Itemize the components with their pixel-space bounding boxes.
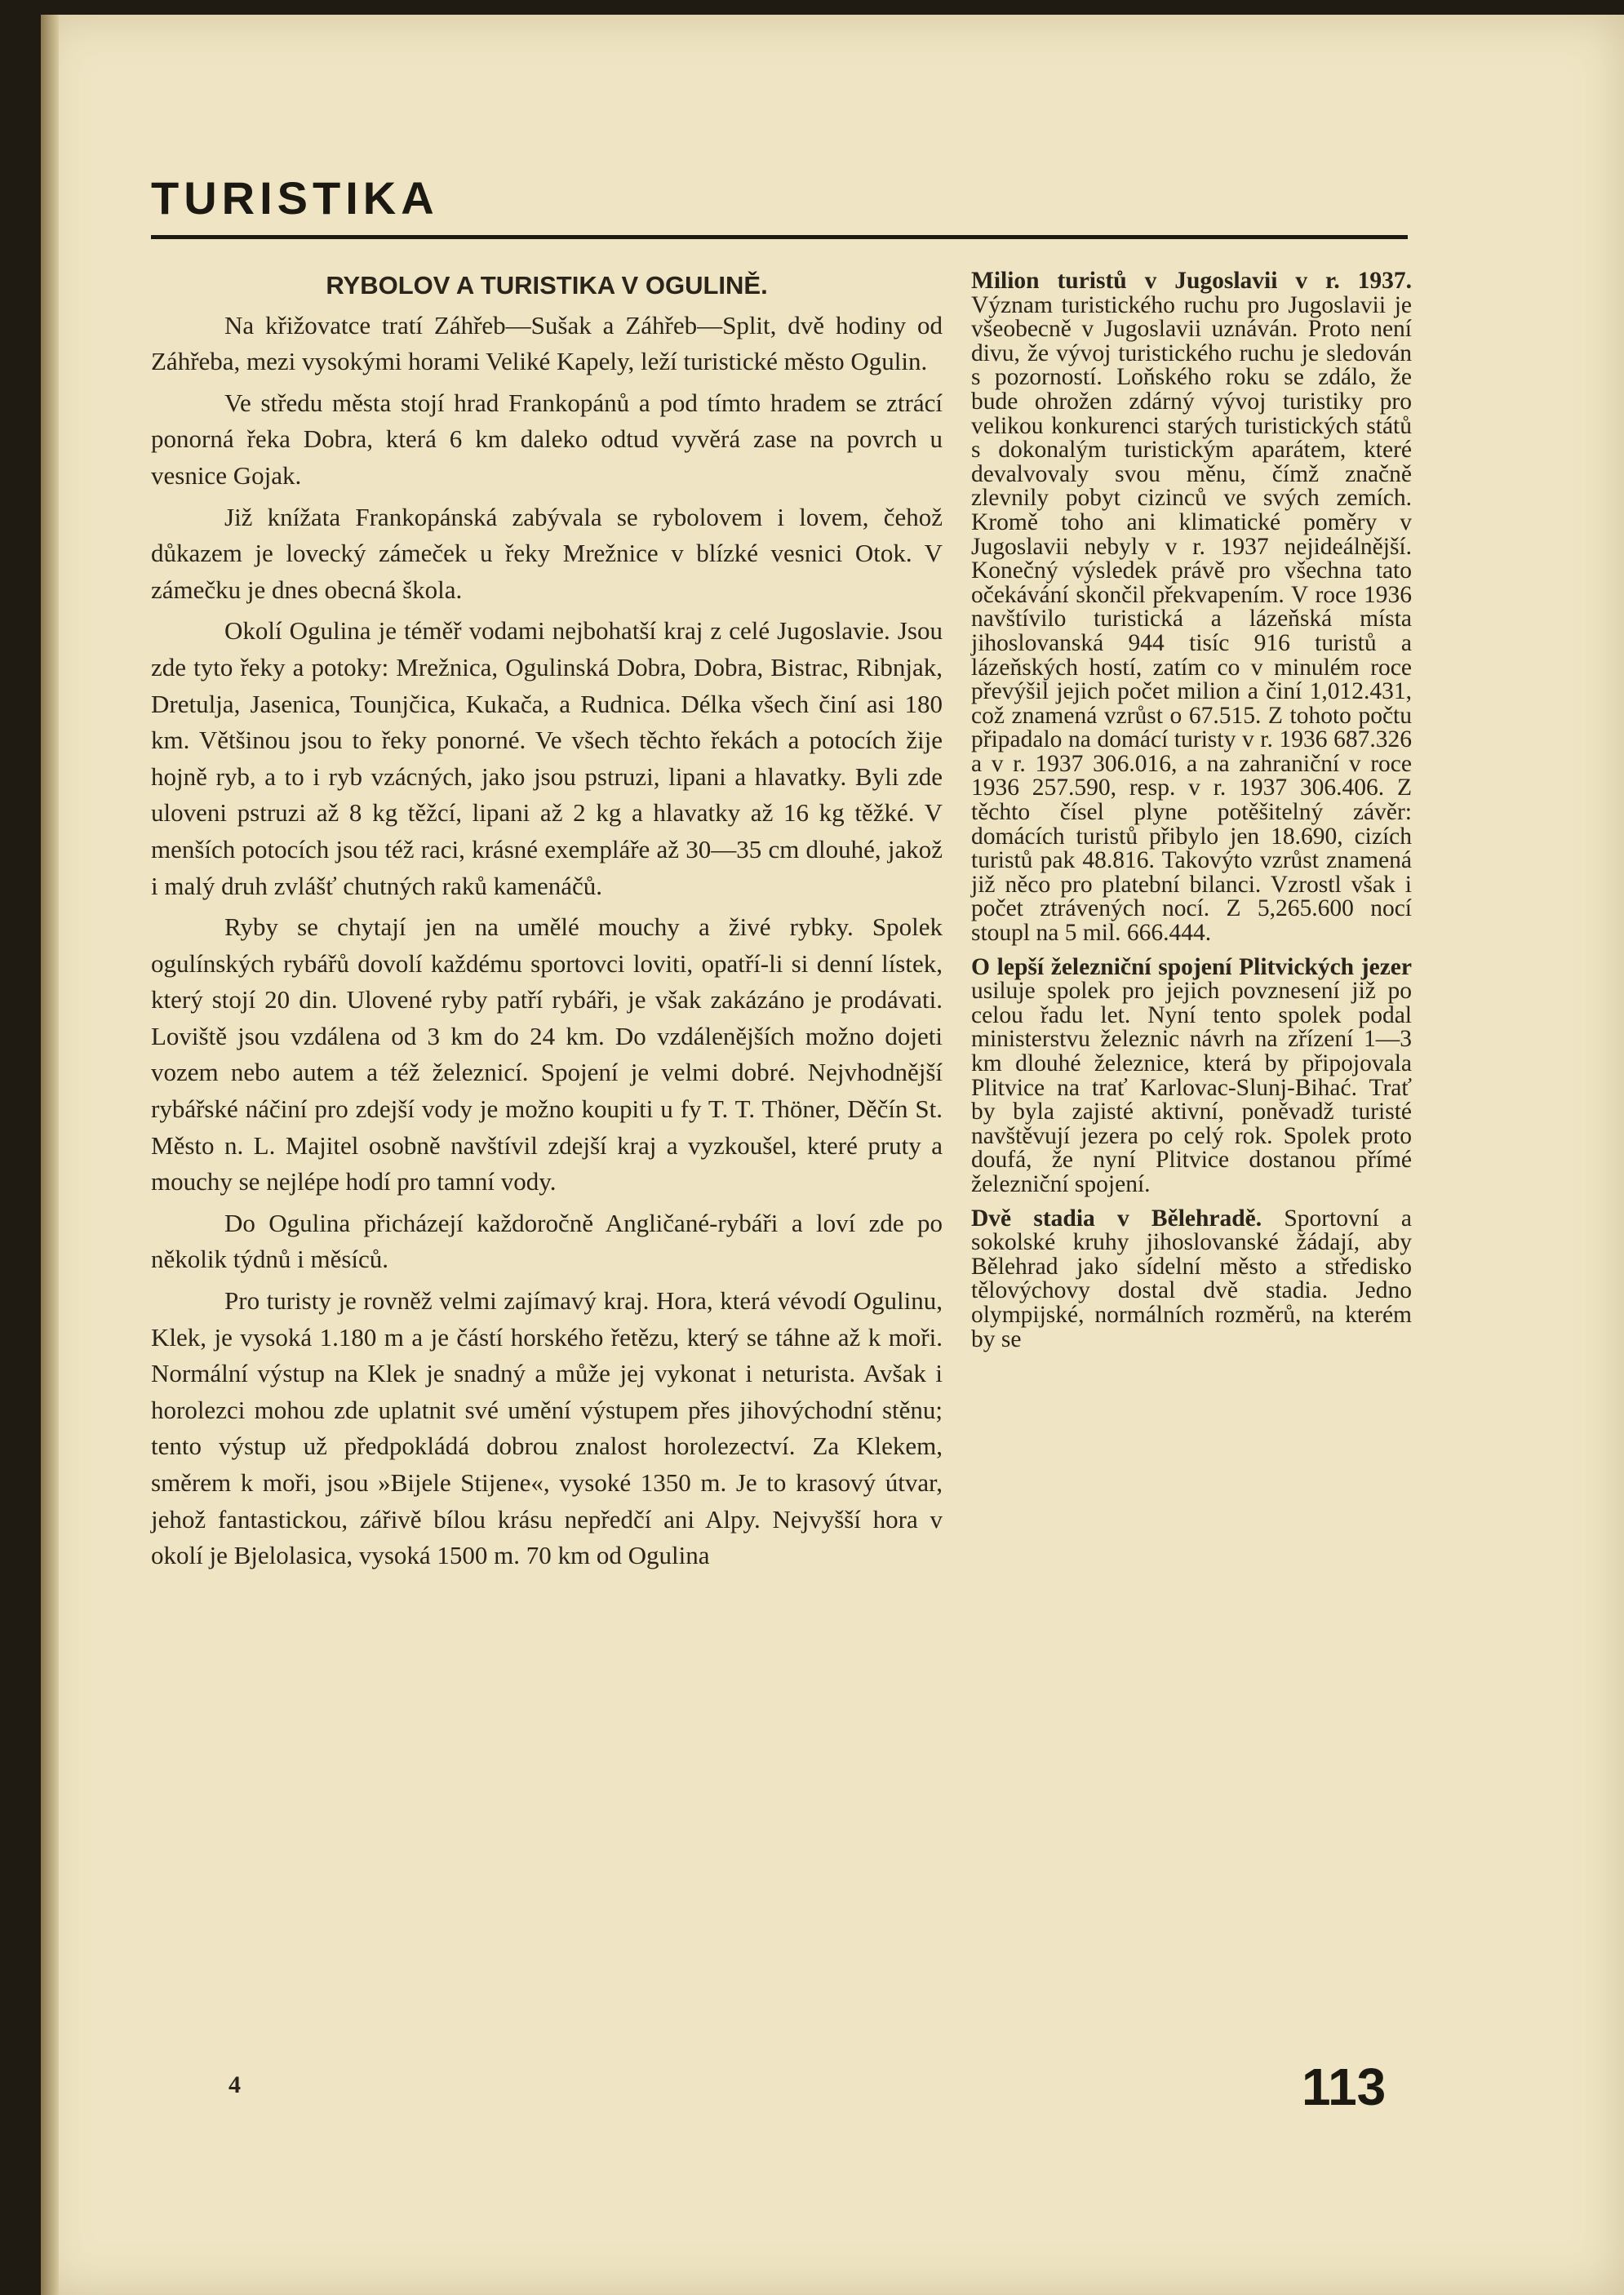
article-column: [151, 260, 943, 1579]
news-headline: O lepší železniční spojení Plitvických jezer: [971, 953, 1412, 980]
news-item: [971, 269, 1412, 946]
article-paragraph: Pro turisty je rovněž velmi zajímavý kraj. Hora, která vévodí Ogulinu, Klek, je vysoká 1.180 m a je částí horského řetězu, který se táhne až k moři. Normální výstup na Klek je snadný a může jej vykonat i neturista. Avšak i horolezci mohou zde uplatnit své umění výstupem přes jihovýchodní stěnu; tento výstup už předpokládá dobrou znalost horolezectví. Za Klekem, směrem k moři, jsou »Bijele Stijene«, vysoké 1350 m. Je to krasový útvar, jehož fantastickou, zářivě bílou krásu nepředčí ani Alpy. Nejvyšší hora v okolí je Bjelolasica, vysoká 1500 m. 70 km od Ogulina: [151, 1286, 943, 1570]
news-column: [971, 269, 1412, 1361]
article-paragraph: Ryby se chytají jen na umělé mouchy a živé rybky. Spolek ogulínských rybářů dovolí každému sportovci loviti, opatří-li si denní lístek, který stojí 20 din. Ulovené ryby patří rybáři, je však zakázáno je prodávati. Loviště jsou vzdálena od 3 km do 24 km. Do vzdálenějších možno dojeti vozem nebo autem a též železnicí. Spojení je velmi dobré. Nejvhodnější rybářské náčiní pro zdejší vody je možno koupiti u fy T. T. Thöner, Děčín St. Město n. L. Majitel osobně navštívil zdejší kraj a vyzkoušel, které pruty a mouchy se nejlépe hodí pro tamní vody.: [151, 912, 943, 1196]
article-paragraph: Ve středu města stojí hrad Frankopánů a pod tímto hradem se ztrácí ponorná řeka Dobra, která 6 km daleko odtud vyvěrá zase na povrch u vesnice Gojak.: [151, 388, 943, 490]
news-headline: Dvě stadia v Bělehradě.: [971, 1205, 1262, 1232]
news-body: Sportovní a sokolské kruhy jihoslovanské žádají, aby Bělehrad jako sídelní město a středisko tělovýchovy dostal dvě stadia. Jedno olympijské, normálních rozměrů, na kterém by se: [971, 1205, 1412, 1352]
news-item: [971, 1207, 1412, 1352]
news-item: [971, 953, 1412, 1197]
binding-edge: [41, 15, 59, 2295]
article-paragraph: Okolí Ogulina je téměř vodami nejbohatší kraj z celé Jugoslavie. Jsou zde tyto řeky a potoky: Mrežnica, Ogulinská Dobra, Dobra, Bistrac, Ribnjak, Dretulja, Jasenica, Tounjčica, Kukača, a Rudnica. Délka všech činí asi 180 km. Většinou jsou to řeky ponorné. Ve všech těchto řekách a potocích žije hojně ryb, a to i ryb vzácných, jako jsou pstruzi, lipani a hlavatky. Byli zde uloveni pstruzi až 8 kg těžcí, lipani až 2 kg a hlavatky až 16 kg těžké. V menších potocích jsou též raci, krásné exempláře až 30—35 cm dlouhé, jakož i malý druh zvlášť chutných raků kamenáčů.: [151, 616, 943, 900]
news-headline: Milion turistů v Jugoslavii v r. 1937.: [971, 268, 1412, 294]
article-paragraph: Již knížata Frankopánská zabývala se rybolovem i lovem, čehož důkazem je lovecký zámeček u řeky Mrežnice v blízké vesnici Otok. V zámečku je dnes obecná škola.: [151, 502, 943, 604]
news-body: Význam turistického ruchu pro Jugoslavii je všeobecně v Jugoslavii uznáván. Proto není divu, že vývoj turistického ruchu je sledován s pozorností. Loňského roku se zdálo, že bude ohrožen zdárný vývoj turistiky pro velikou konkurenci starých turistických států s dokonalým turistickým aparátem, které devalvovaly svou měnu, čímž značně zlevnily pobyt cizinců ve svých zemích. Kromě toho ani klimatické poměry v Jugoslavii nebyly v r. 1937 nejideálnější. Konečný výsledek právě pro všechna tato očekávání skončil překvapením. V roce 1936 navštívilo turistická a lázeňská místa jihoslovanská 944 tisíc 916 turistů a lázeňských hostí, zatím co v minulém roce převýšil jejich počet milion a činí 1,012.431, což znamená vzrůst o 67.515. Z tohoto počtu připadalo na domácí turisty v r. 1936 687.326 a v r. 1937 306.016, a na zahraniční v roce 1936 257.590, resp. v r. 1937 306.406. Z těchto čísel plyne potěšitelný závěr: domácích turistů přibylo jen 18.690, cizích turistů pak 48.816. Takovýto vzrůst znamená již něco pro platební bilanci. Vzrostl však i počet ztrávených nocí. Z 5,265.600 nocí stoupl na 5 mil. 666.444.: [971, 291, 1412, 947]
page-number: 113: [1302, 2058, 1387, 2116]
sheet-signature: 4: [229, 2071, 241, 2098]
news-body: usiluje spolek pro jejich povznesení již po celou řadu let. Nyní tento spolek podal ministerstvu železnic návrh na zřízení 1—3 km dlouhé železnice, která by připojovala Plitvice na trať Karlovac-Slunj-Bihać. Trať by byla zajisté aktivní, poněvadž turisté navštěvují jezera po celý rok. Spolek proto doufá, že nyní Plitvice dostanou přímé železniční spojení.: [971, 978, 1412, 1197]
article-paragraph: Do Ogulina přicházejí každoročně Angličané-rybáři a loví zde po několik týdnů i měsíců.: [151, 1208, 943, 1274]
section-title: TURISTIKA: [151, 172, 439, 224]
title-rule: [151, 235, 1408, 239]
article-title: RYBOLOV A TURISTIKA V OGULINĚ.: [326, 271, 768, 300]
article-paragraph: Na křižovatce tratí Záhřeb—Sušak a Záhřeb—Split, dvě hodiny od Záhřeba, mezi vysokými horami Veliké Kapely, leží turistické město Ogulin.: [151, 310, 943, 376]
page: [41, 15, 1624, 2295]
